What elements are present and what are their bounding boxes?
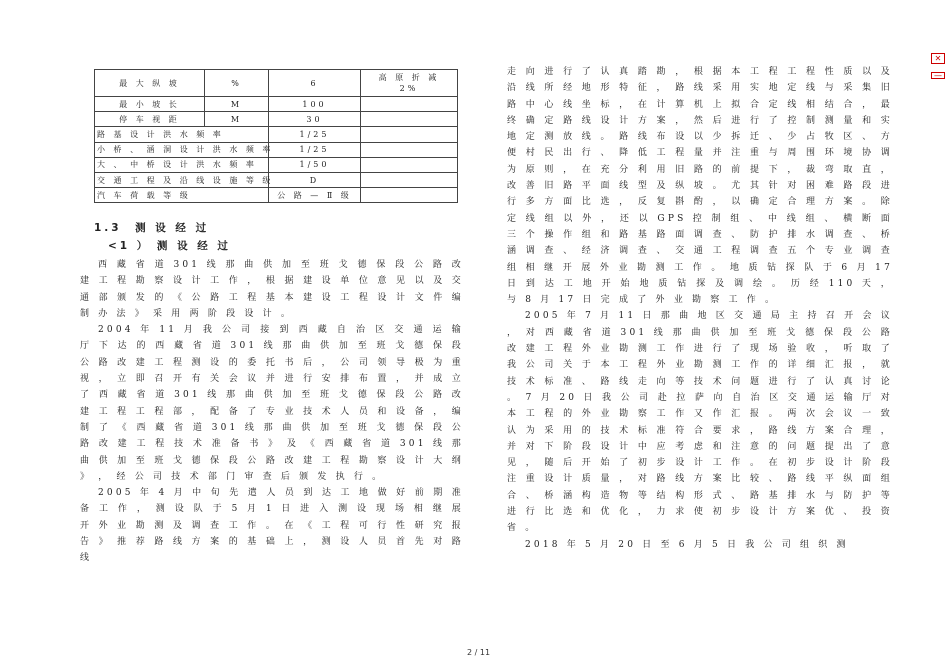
row-note	[361, 142, 458, 157]
row-value: 1/25	[269, 127, 361, 142]
row-value: D	[269, 172, 361, 187]
row-value: 1/25	[269, 142, 361, 157]
row-value: 100	[269, 97, 361, 112]
row-note	[361, 157, 458, 172]
table-row	[95, 188, 458, 203]
table-row	[95, 172, 458, 187]
section-subtitle: <1 ） 测 设 经 过	[108, 240, 231, 252]
left-column	[80, 257, 464, 567]
close-icon[interactable]: ✕	[931, 53, 945, 64]
paragraph: 2004 年 11 月 我 公 司 接 到 西 藏 自 治 区 交 通 运 输 厅 下 达 的 西 藏 省 道 301 线 那 曲 供 加 至 班 戈 德 保 段 公 路 改 建 工 程 测 设 的 委 托 书 后 ， 公 司 领 导 极 为 重 视 ， 立 即 召 开 有 关 会 议 并 进 行 安 排 布 置 ， 并 成 立 了 西 藏 省 道 301 线 那 曲 供 加 至 班 戈 德 保 段 公 路 改 建 工 程 工 程 部 ， 配 备 了 专 业 技 术 人 员 和 设 备 ， 编 制 了 《 西 藏 省 道 301 线 那 曲 供 加 至 班 戈 德 保 段 公 路 改 建 工 程 技 术 准 备 书 》 及 《 西 藏 省 道 301 线 那 曲 供 加 至 班 戈 德 保 段 公 路 改 建 工 程 勘 察 设 计 大 纲 》 ， 经 公 司 技 术 部 门 审 查 后 颁 发 执 行 。	[80, 325, 464, 482]
row-unit: M	[205, 97, 269, 112]
row-label: 汽 车 荷 载 等 级	[95, 188, 269, 203]
paragraph: 2005 年 4 月 中 旬 先 遣 人 员 到 达 工 地 做 好 前 期 准 备 工 作 ， 测 设 队 于 5 月 1 日 进 入 测 设 现 场 相 继 展 开 外 业 勘 测 及 调 查 工 作 。 在 《 工 程 可 行 性 研 究 报 告 》 推 荐 路 线 方 案 的 基 础 上 ， 测 设 人 员 首 先 对 路 线	[80, 488, 464, 564]
paragraph: 2018 年 5 月 20 日 至 6 月 5 日 我 公 司 组 织 测	[525, 539, 849, 550]
row-note	[361, 112, 458, 127]
row-value: 30	[269, 112, 361, 127]
row-value: 6	[269, 70, 361, 97]
row-note	[361, 127, 458, 142]
minimize-icon[interactable]: —	[931, 72, 945, 79]
row-note: 高 原 折 减 2%	[361, 70, 458, 97]
row-label: 小 桥 、 涵 洞 设 计 洪 水 频 率	[95, 142, 269, 157]
row-label: 最 大 纵 坡	[95, 70, 205, 97]
paragraph: 走 向 进 行 了 认 真 踏 勘 ， 根 据 本 工 程 工 程 性 质 以 及 沿 线 所 经 地 形 特 征 ， 路 线 采 用 实 地 定 线 与 采 集 旧 路 中 心 线 坐 标 ， 在 计 算 机 上 拟 合 定 线 相 结 合 ， 最 终 确 定 路 线 设 计 方 案 ， 然 后 进 行 了 控 制 测 量 和 实 地 定 测 放 线 。 路 线 布 设 以 少 拆 迁 、 少 占 牧 区 、 方 便 村 民 出 行 、 降 低 工 程 量 并 注 重 与 周 围 环 境 协 调 为 原 则 ， 在 充 分 利 用 旧 路 的 前 提 下 ， 裁 弯 取 直 ， 改 善 旧 路 平 面 线 型 及 纵 坡 。 尤 其 针 对 困 难 路 段 进 行 多 方 面 比 选 ， 反 复 斟 酌 ， 以 确 定 合 理 方 案 。 除 定 线 组 以 外 ， 还 以 GPS 控 制 组 、 中 线 组 、 横 断 面 三 个 操 作 组 和 路 基 路 面 调 查 、 防 护 排 水 调 查 、 桥 涵 调 查 、 经 济 调 查 、 交 通 工 程 调 查 五 个 专 业 调 查 组 相 继 开 展 外 业 勘 测 工 作 。 地 质 钻 探 队 于 6 月 17 日 到 达 工 地 开 始 地 质 钻 探 及 调 绘 。 历 经 110 天 ， 与 8 月 17 日 完 成 了 外 业 勘 察 工 作 。	[507, 67, 893, 306]
row-note	[361, 188, 458, 203]
table-row	[95, 97, 458, 112]
table-row	[95, 142, 458, 157]
table-row	[95, 70, 458, 97]
row-value: 1/50	[269, 157, 361, 172]
row-unit: %	[205, 70, 269, 97]
row-label: 交 通 工 程 及 沿 线 设 施 等 级	[95, 172, 269, 187]
row-unit: M	[205, 112, 269, 127]
spec-table	[94, 69, 458, 203]
paragraph: 西 藏 省 道 301 线 那 曲 供 加 至 班 戈 德 保 段 公 路 改 建 工 程 勘 察 设 计 工 作 ， 根 据 建 设 单 位 意 见 以 及 交 通 部 颁 发 的 《 公 路 工 程 基 本 建 设 工 程 设 计 文 件 编 制 办 法 》 采 用 两 阶 段 设 计 。	[80, 260, 464, 319]
row-value: 公 路 — Ⅱ 级	[269, 188, 361, 203]
row-label: 路 基 设 计 洪 水 频 率	[95, 127, 269, 142]
table-row	[95, 157, 458, 172]
table-row	[95, 127, 458, 142]
row-note	[361, 172, 458, 187]
row-label: 最 小 坡 长	[95, 97, 205, 112]
section-title: 1.3 测 设 经 过	[94, 222, 210, 234]
row-note	[361, 97, 458, 112]
paragraph: 2005 年 7 月 11 日 那 曲 地 区 交 通 局 主 持 召 开 会 议 ， 对 西 藏 省 道 301 线 那 曲 供 加 至 班 戈 德 保 段 公 路 改 建 工 程 外 业 勘 测 工 作 进 行 了 现 场 验 收 ， 听 取 了 我 公 司 关 于 本 工 程 外 业 勘 测 工 作 的 详 细 汇 报 ， 就 技 术 标 准 、 路 线 走 向 等 技 术 问 题 进 行 了 认 真 讨 论 。 7 月 20 日 我 公 司 赴 拉 萨 向 自 治 区 交 通 运 输 厅 对 本 工 程 的 外 业 勘 察 工 作 又 作 汇 报 。 两 次 会 议 一 致 认 为 采 用 的 技 术 标 准 符 合 要 求 ， 路 线 方 案 合 理 ， 并 对 下 阶 段 设 计 中 应 考 虑 和 注 意 的 问 题 提 出 了 意 见 ， 随 后 开 始 了 初 步 设 计 工 作 。 在 初 步 设 计 阶 段 注 重 设 计 质 量 ， 对 路 线 方 案 比 较 、 路 线 平 纵 面 组 合 、 桥 涵 构 造 物 等 结 构 形 式 、 路 基 排 水 与 防 护 等 进 行 比 选 和 优 化 ， 力 求 使 初 步 设 计 方 案 优 、 投 资 省 。	[507, 311, 893, 534]
row-label: 停 车 视 距	[95, 112, 205, 127]
right-column	[507, 64, 893, 553]
row-label: 大 、 中 桥 设 计 洪 水 频 率	[95, 157, 269, 172]
page-number: 2 / 11	[467, 648, 491, 657]
table-row	[95, 112, 458, 127]
